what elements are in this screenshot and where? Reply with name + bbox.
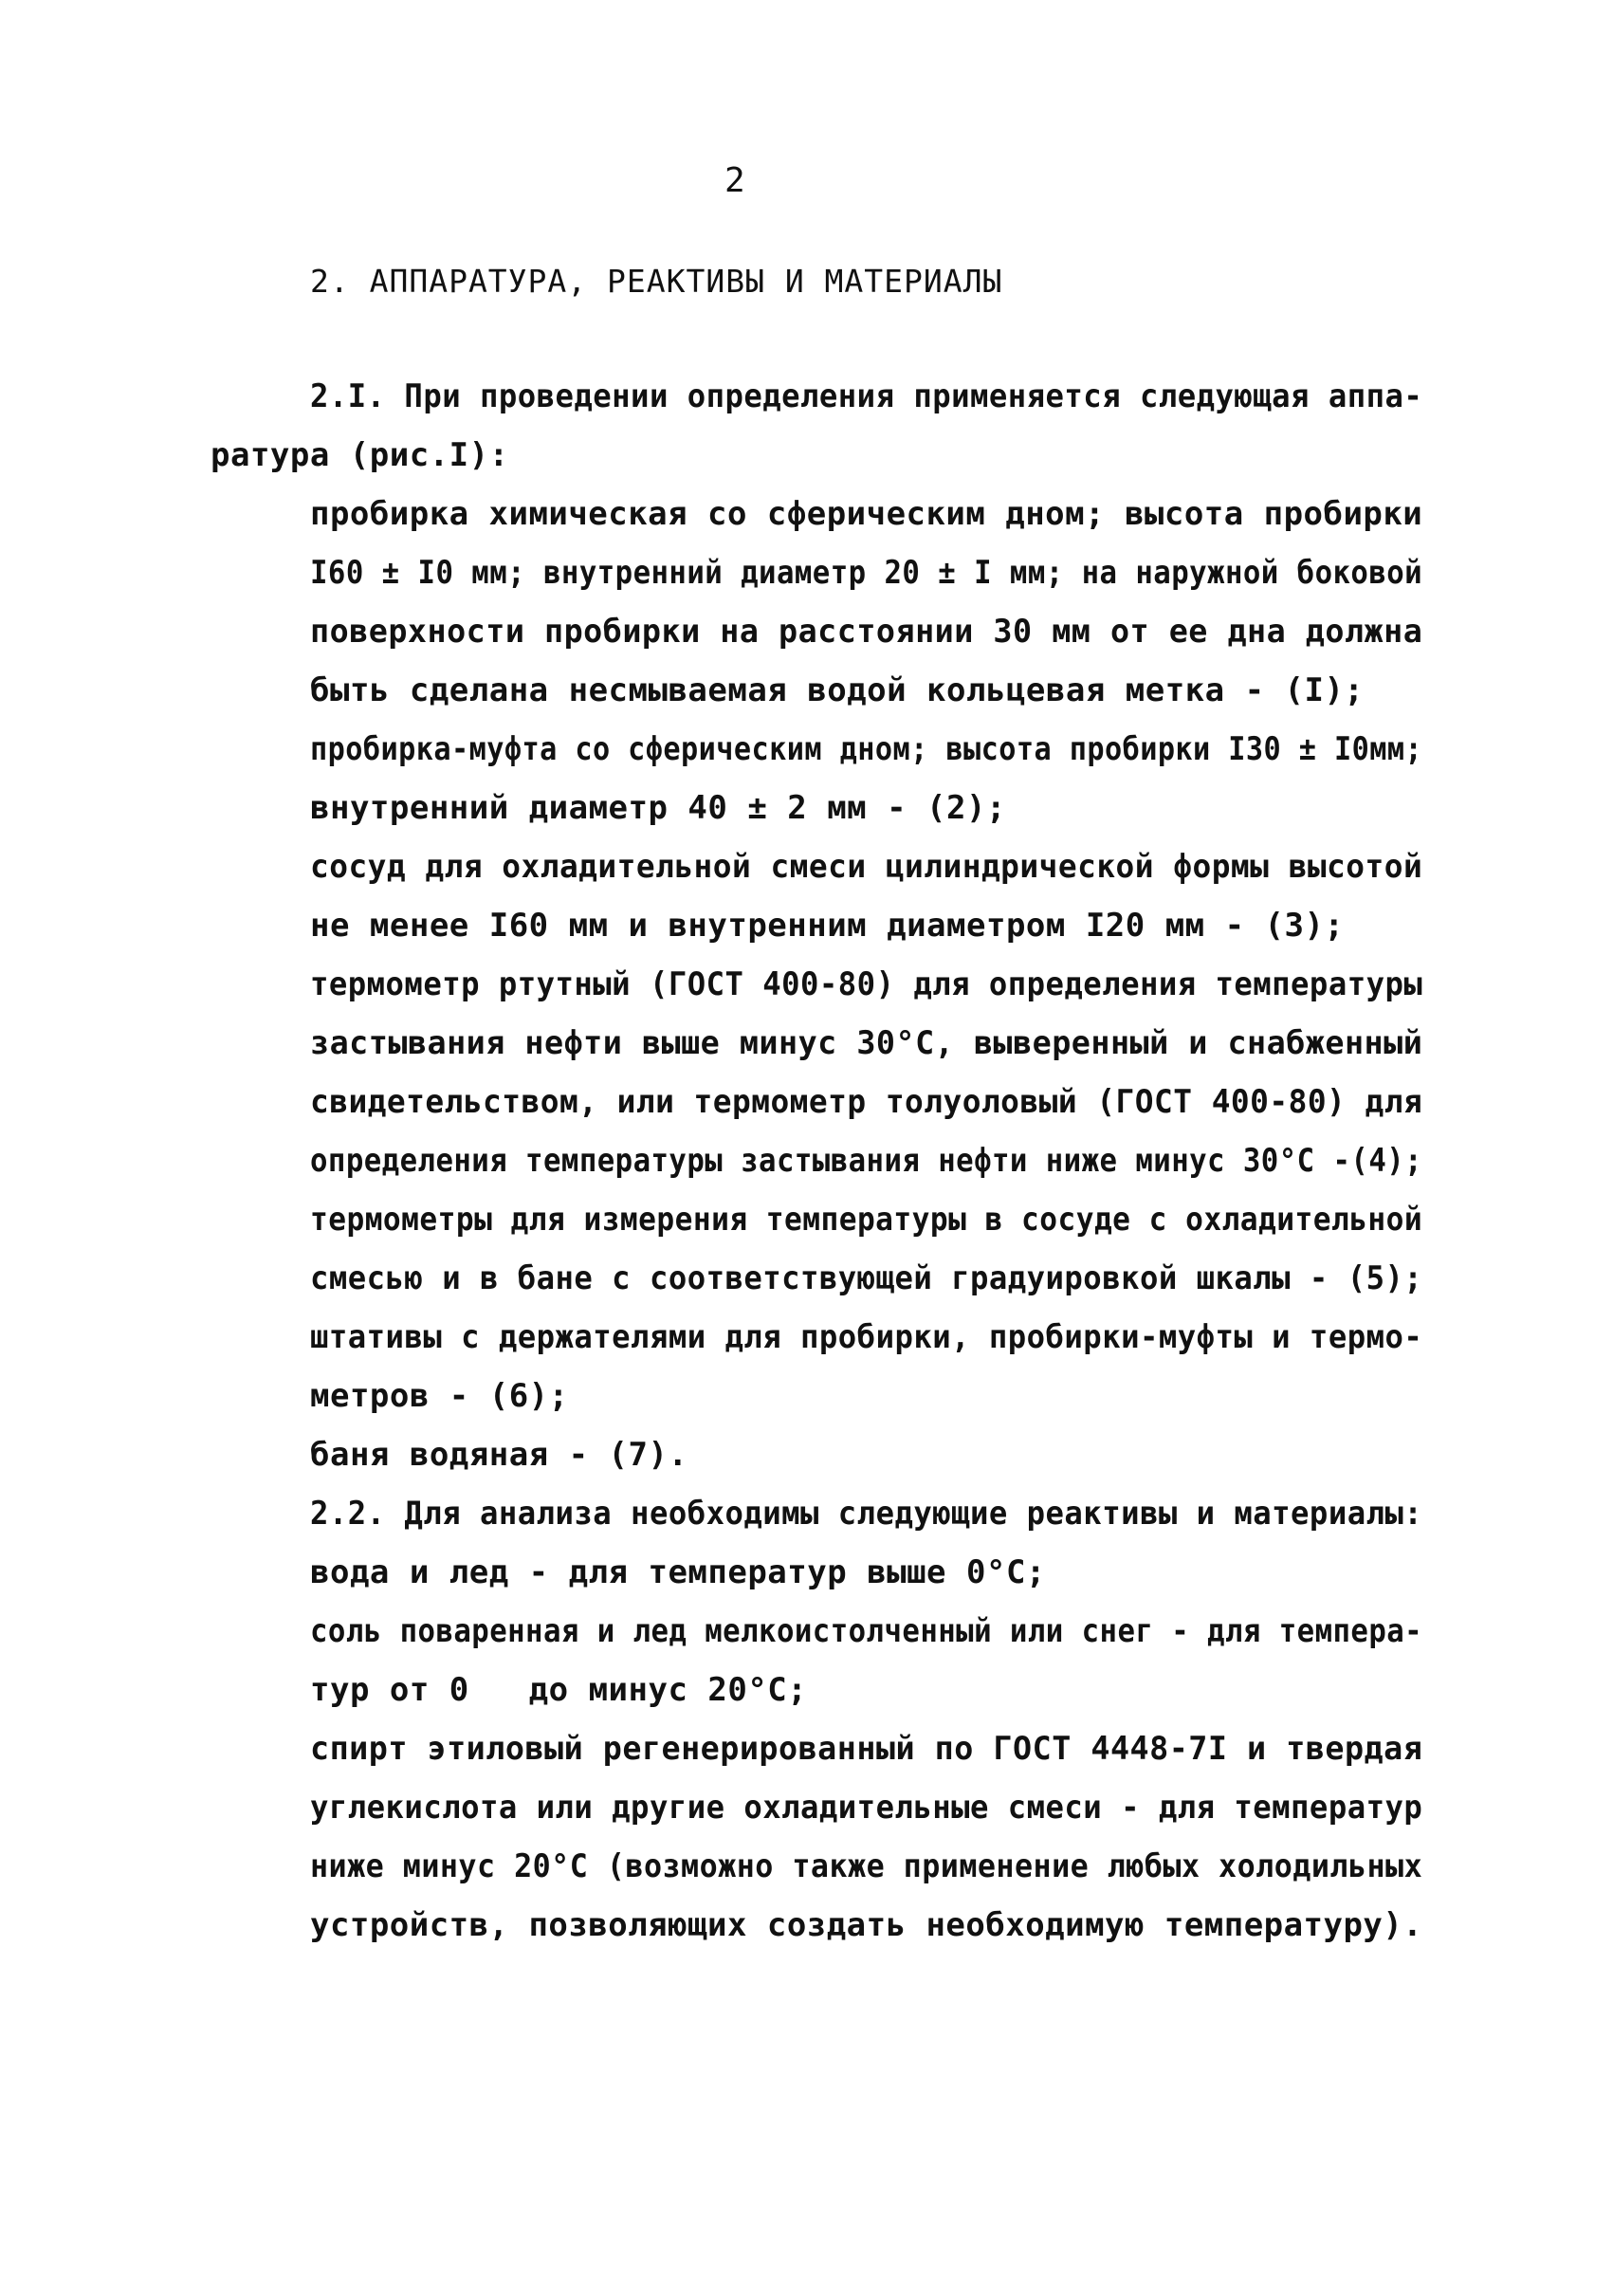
- paragraph-line: поверхности пробирки на расстоянии 30 мм от ее дна должна: [310, 613, 1423, 651]
- paragraph-line: термометры для измерения температуры в сосуде с охладительной: [310, 1201, 1423, 1239]
- paragraph-line: свидетельством, или термометр толуоловый (ГОСТ 400-80) для: [310, 1083, 1423, 1121]
- paragraph-line: соль поваренная и лед мелкоистолченный или снег - для темпера-: [310, 1612, 1423, 1650]
- paragraph-line: определения температуры застывания нефти ниже минус 30°С -(4);: [310, 1142, 1423, 1180]
- paragraph-line: тур от 0 до минус 20°С;: [310, 1671, 808, 1709]
- page-number: 2: [724, 161, 745, 200]
- paragraph-line: застывания нефти выше минус 30°С, выверенный и снабженный: [310, 1024, 1423, 1062]
- paragraph-line: пробирка химическая со сферическим дном; высота пробирки: [310, 495, 1423, 533]
- paragraph-line: устройств, позволяющих создать необходимую температуру).: [310, 1906, 1423, 1944]
- paragraph-line: не менее I60 мм и внутренним диаметром I20 мм - (3);: [310, 907, 1345, 945]
- paragraph-line: быть сделана несмываемая водой кольцевая метка - (I);: [310, 671, 1365, 709]
- paragraph-line: баня водяная - (7).: [310, 1436, 688, 1474]
- paragraph-line: термометр ртутный (ГОСТ 400-80) для определения температуры: [310, 965, 1423, 1003]
- paragraph-line: I60 ± I0 мм; внутренний диаметр 20 ± I мм; на наружной боковой: [310, 554, 1423, 592]
- paragraph-line: 2.I. При проведении определения применяется следующая аппа-: [310, 377, 1423, 415]
- paragraph-line: сосуд для охладительной смеси цилиндрической формы высотой: [310, 848, 1423, 886]
- paragraph-line: спирт этиловый регенерированный по ГОСТ 4448-7I и твердая: [310, 1730, 1423, 1768]
- paragraph-line: метров - (6);: [310, 1377, 569, 1415]
- paragraph-line: углекислота или другие охладительные смеси - для температур: [310, 1789, 1423, 1827]
- paragraph-line: внутренний диаметр 40 ± 2 мм - (2);: [310, 789, 1006, 827]
- paragraph-line: вода и лед - для температур выше 0°С;: [310, 1553, 1046, 1591]
- paragraph-line: смесью и в бане с соответствующей градуировкой шкалы - (5);: [310, 1259, 1423, 1297]
- section-heading: 2. АППАРАТУРА, РЕАКТИВЫ И МАТЕРИАЛЫ: [310, 263, 1003, 300]
- paragraph-line: ратура (рис.I):: [211, 436, 509, 474]
- paragraph-line: ниже минус 20°С (возможно также применение любых холодильных: [310, 1847, 1423, 1885]
- paragraph-line: пробирка-муфта со сферическим дном; высота пробирки I30 ± I0мм;: [310, 730, 1423, 768]
- paragraph-line: 2.2. Для анализа необходимы следующие реактивы и материалы:: [310, 1495, 1423, 1533]
- paragraph-line: штативы с держателями для пробирки, пробирки-муфты и термо-: [310, 1318, 1423, 1356]
